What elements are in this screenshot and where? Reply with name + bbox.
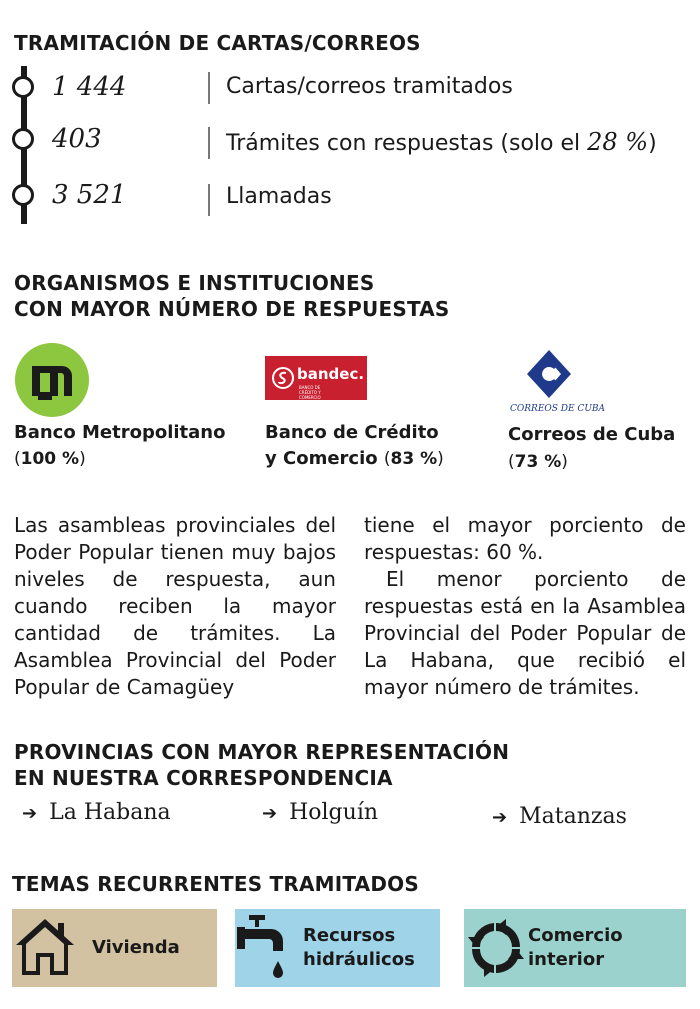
paragraph-right: tiene el mayor porciento de respuestas: 60 %. El menor porciento de respuestas está en la Asamblea Provincial del Poder Popular de La Habana, que recibió el mayor número de trámites. bbox=[364, 513, 686, 699]
recycle-arrows-icon bbox=[466, 917, 526, 979]
section-title-organismos-1: ORGANISMOS E INSTITUCIONES bbox=[14, 271, 375, 295]
province-matanzas: ➔ Matanzas bbox=[492, 804, 627, 829]
timeline-dot bbox=[12, 184, 34, 206]
topic-card-vivienda bbox=[12, 909, 217, 987]
org-pct-metropolitano: (100 %) bbox=[14, 449, 86, 469]
arrow-right-icon: ➔ bbox=[262, 803, 278, 824]
faucet-icon bbox=[235, 913, 291, 985]
section-title-temas: TEMAS RECURRENTES TRAMITADOS bbox=[12, 872, 419, 896]
topic-label-recursos: Recursos bbox=[303, 925, 396, 946]
arrow-right-icon: ➔ bbox=[22, 803, 38, 824]
stat-label-cartas: Cartas/correos tramitados bbox=[226, 74, 513, 99]
house-icon bbox=[14, 917, 76, 977]
bandec-mark-icon bbox=[271, 366, 295, 390]
org-name-metropolitano: Banco Metropolitano bbox=[14, 422, 226, 443]
topic-label-hidraulicos: hidráulicos bbox=[303, 949, 415, 970]
stat-label-llamadas: Llamadas bbox=[226, 184, 332, 209]
org-name-bandec-2: y Comercio (83 %) bbox=[265, 448, 444, 469]
topic-label-comercio: Comercio bbox=[528, 925, 623, 946]
stat-value-tramites: 403 bbox=[52, 124, 102, 154]
correos-de-cuba-logo-icon bbox=[525, 348, 573, 404]
timeline-dot bbox=[12, 128, 34, 150]
section-title-organismos-2: CON MAYOR NÚMERO DE RESPUESTAS bbox=[14, 297, 450, 321]
stat-label-tramites: Trámites con respuestas (solo el 28 %) bbox=[226, 128, 657, 156]
province-la-habana: ➔ La Habana bbox=[22, 800, 171, 825]
divider bbox=[208, 184, 210, 216]
org-name-correos: Correos de Cuba bbox=[508, 424, 676, 445]
arrow-right-icon: ➔ bbox=[492, 807, 508, 828]
paragraph-left: Las asambleas provinciales del Poder Popular tienen muy bajos niveles de respuesta, aun cuando reciben la mayor cantidad de trámites. La Asamblea Provincial del Poder Popular de Camagüey bbox=[14, 513, 336, 699]
timeline-dot bbox=[12, 76, 34, 98]
section-title-tramitacion: TRAMITACIÓN DE CARTAS/CORREOS bbox=[14, 31, 421, 55]
topic-card-comercio-interior bbox=[464, 909, 686, 987]
stat-value-cartas: 1 444 bbox=[52, 72, 127, 102]
bandec-logo bbox=[265, 356, 367, 400]
topic-label-interior: interior bbox=[528, 949, 605, 970]
correos-logo-text: CORREOS DE CUBA bbox=[510, 404, 606, 414]
topic-label-vivienda: Vivienda bbox=[92, 937, 180, 958]
bandec-logo-text: bandec. bbox=[297, 365, 365, 383]
org-pct-correos: (73 %) bbox=[508, 452, 568, 472]
divider bbox=[208, 127, 210, 159]
topic-card-recursos-hidraulicos bbox=[235, 909, 440, 987]
org-name-bandec-1: Banco de Crédito bbox=[265, 422, 439, 443]
divider bbox=[208, 72, 210, 104]
banco-metropolitano-logo-icon bbox=[14, 342, 90, 418]
stat-value-llamadas: 3 521 bbox=[52, 180, 127, 210]
province-holguin: ➔ Holguín bbox=[262, 800, 379, 825]
bandec-logo-subtext: BANCO DE CRÉDITO Y COMERCIO bbox=[299, 385, 321, 400]
section-title-provincias-2: EN NUESTRA CORRESPONDENCIA bbox=[14, 766, 393, 790]
section-title-provincias-1: PROVINCIAS CON MAYOR REPRESENTACIÓN bbox=[14, 740, 510, 764]
stat-percent: 28 % bbox=[587, 128, 649, 156]
